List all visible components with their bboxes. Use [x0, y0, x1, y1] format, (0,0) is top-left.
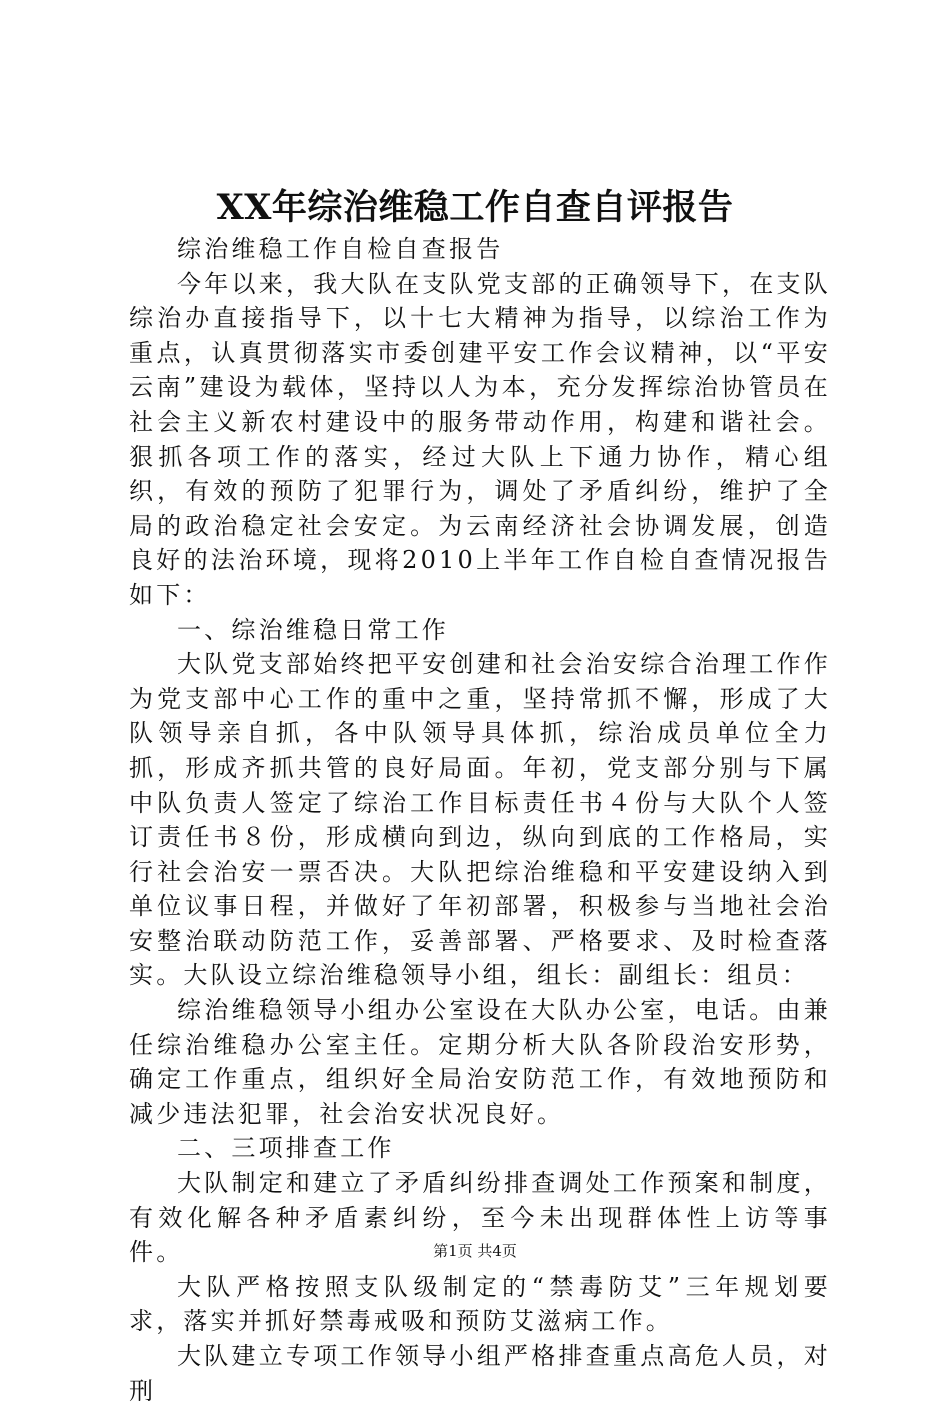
- paragraph-section-1: 大队党支部始终把平安创建和社会治安综合治理工作作为党支部中心工作的重中之重，坚持常抓不懈，形成了大队领导亲自抓，各中队领导具体抓，综治成员单位全力抓，形成齐抓共管的良好局面。年初，党支部分别与下属中队负责人签定了综治工作目标责任书４份与大队个人签订责任书８份，形成横向到边，纵向到底的工作格局，实行社会治安一票否决。大队把综治维稳和平安建设纳入到单位议事日程，并做好了年初部署，积极参与当地社会治安整治联动防范工作，妥善部署、严格要求、及时检查落实。大队设立综治维稳领导小组，组长：副组长：组员：: [129, 650, 831, 990]
- page-footer: 第1页 共4页: [433, 1242, 517, 1260]
- paragraph-disputes: 大队制定和建立了矛盾纠纷排查调处工作预案和制度，有效化解各种矛盾素纠纷，至今未出现群体性上访等事件。: [129, 1169, 831, 1267]
- section-heading-2: 二、三项排查工作: [177, 1134, 395, 1163]
- paragraph-subtitle: 综治维稳工作自检自查报告: [177, 235, 504, 263]
- paragraph-office: 综治维稳领导小组办公室设在大队办公室，电话。由兼任综治维稳办公室主任。定期分析大队各阶段治安形势，确定工作重点，组织好全局治安防范工作，有效地预防和减少违法犯罪，社会治安状况良好。: [129, 996, 831, 1128]
- document-title: XX年综治维稳工作自查自评报告: [216, 187, 734, 228]
- paragraph-highrisk: 大队建立专项工作领导小组严格排查重点高危人员，对刑: [129, 1342, 831, 1405]
- paragraph-drugs: 大队严格按照支队级制定的“禁毒防艾”三年规划要求，落实并抓好禁毒戒吸和预防艾滋病工作。: [129, 1272, 831, 1336]
- paragraph-intro: 今年以来，我大队在支队党支部的正确领导下，在支队综治办直接指导下，以十七大精神为指导，以综治工作为重点，认真贯彻落实市委创建平安工作会议精神，以“平安云南”建设为载体，坚持以人为本，充分发挥综治协管员在社会主义新农村建设中的服务带动作用，构建和谐社会。狠抓各项工作的落实，经过大队上下通力协作，精心组织，有效的预防了犯罪行为，调处了矛盾纠纷，维护了全局的政治稳定社会安定。为云南经济社会协调发展，创造良好的法治环境，现将2010上半年工作自检自查情况报告如下：: [129, 269, 831, 609]
- section-heading-1: 一、综治维稳日常工作: [177, 615, 449, 644]
- document-body: [129, 232, 831, 1408]
